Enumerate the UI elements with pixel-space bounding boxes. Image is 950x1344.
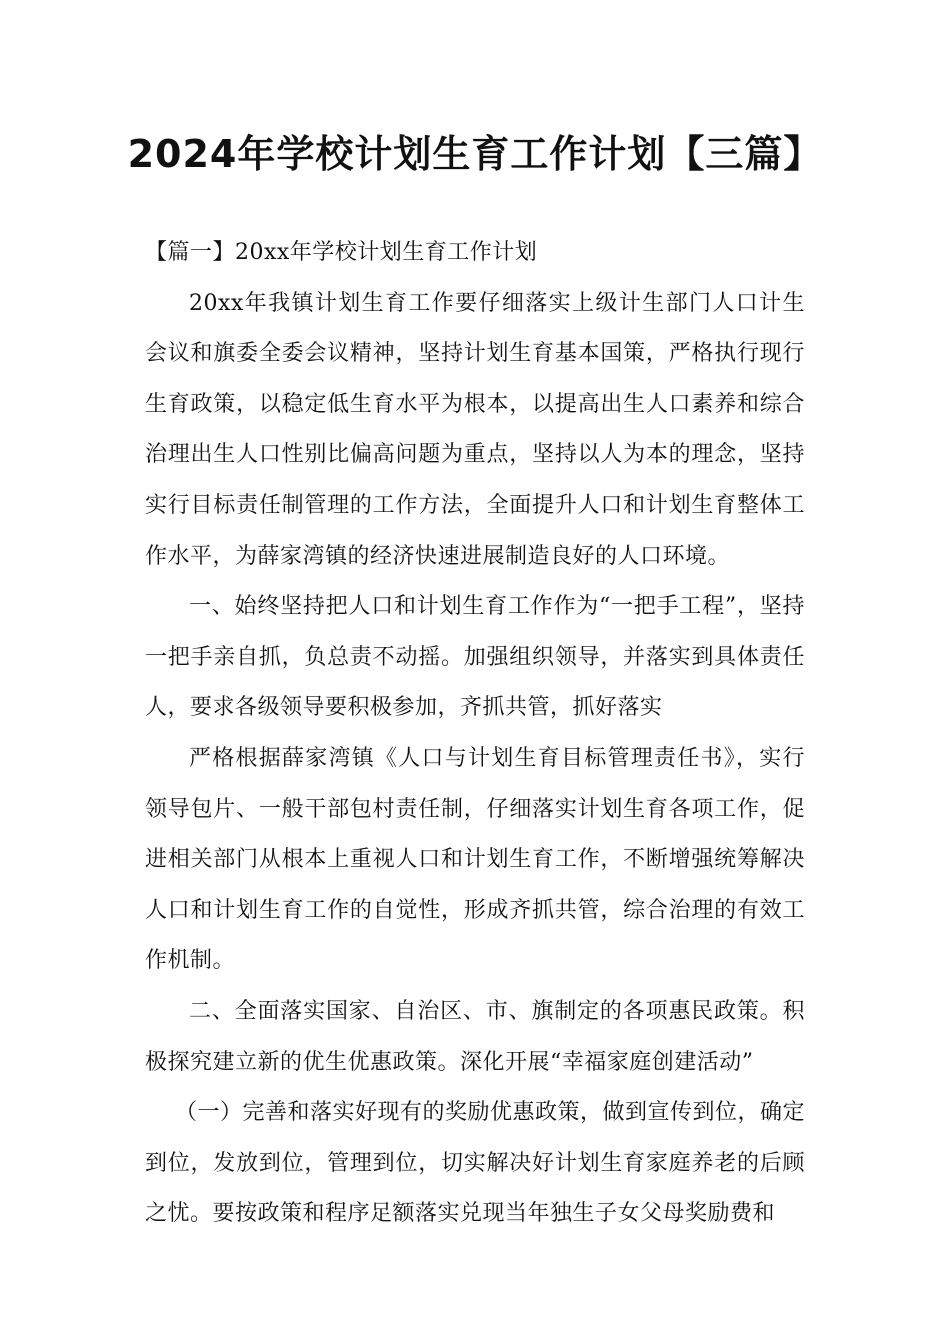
paragraph-intro: 20xx年我镇计划生育工作要仔细落实上级计生部门人口计生会议和旗委全委会议精神，坚持计划生育基本国策，严格执行现行生育政策，以稳定低生育水平为根本，以提高出生人口素养和综合治理出生人口性别比偏高问题为重点，坚持以人为本的理念，坚持实行目标责任制管理的工作方法，全面提升人口和计划生育整体工作水平，为薛家湾镇的经济快速进展制造良好的人口环境。: [145, 290, 805, 569]
section-heading: 【篇一】20xx年学校计划生育工作计划: [145, 240, 538, 265]
document-body: [145, 228, 805, 1240]
paragraph-item-2: 二、全面落实国家、自治区、市、旗制定的各项惠民政策。积极探究建立新的优生优惠政策。深化开展“幸福家庭创建活动”: [145, 998, 805, 1075]
paragraph-item-1-detail: 严格根据薛家湾镇《人口与计划生育目标管理责任书》，实行领导包片、一般干部包村责任制，仔细落实计划生育各项工作，促进相关部门从根本上重视人口和计划生育工作，不断增强统筹解决人口和计划生育工作的自觉性，形成齐抓共管，综合治理的有效工作机制。: [145, 745, 805, 974]
paragraph-subitem-1: （一）完善和落实好现有的奖励优惠政策，做到宣传到位，确定到位，发放到位，管理到位，切实解决好计划生育家庭养老的后顾之忧。要按政策和程序足额落实兑现当年独生子女父母奖励费和: [145, 1100, 806, 1227]
paragraph-item-1: 一、始终坚持把人口和计划生育工作作为“一把手工程”，坚持一把手亲自抓，负总责不动摇。加强组织领导，并落实到具体责任人，要求各级领导要积极参加，齐抓共管，抓好落实: [145, 594, 805, 721]
document-title: 2024年学校计划生育工作计划【三篇】: [127, 132, 823, 176]
